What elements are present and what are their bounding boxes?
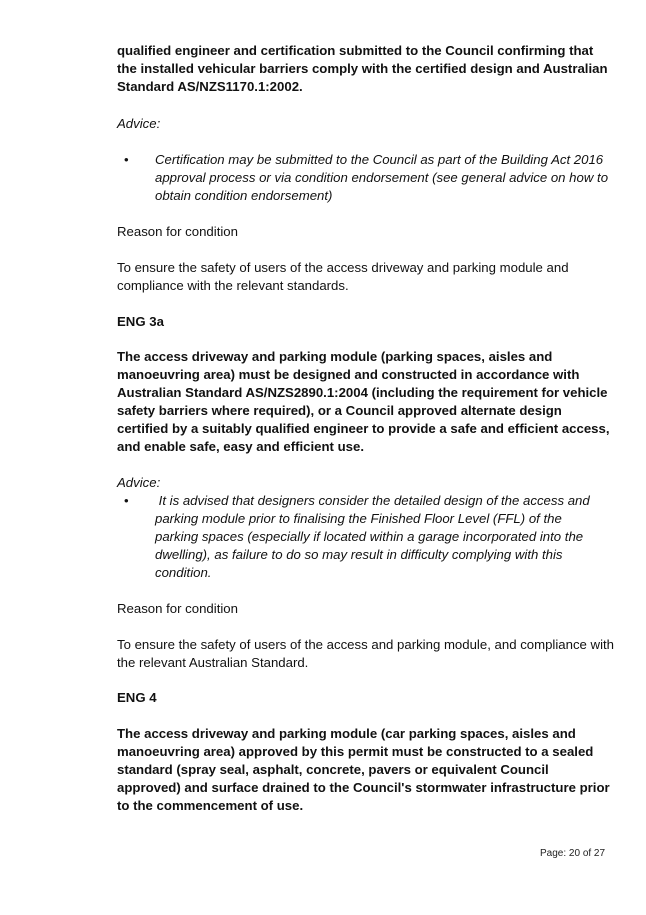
reason-text-line: compliance with the relevant standards. [117, 278, 349, 293]
advice-text-line: parking spaces (especially if located within a garage incorporated into the [155, 529, 584, 544]
condition-text-line: manoeuvring area) must be designed and constructed in accordance with [117, 367, 580, 382]
condition-text-line: safety barriers where required), or a Council approved alternate design [117, 403, 562, 418]
condition-heading: ENG 4 [117, 690, 157, 705]
condition-continuation-line: qualified engineer and certification submitted to the Council confirming that [117, 43, 594, 58]
page-number: Page: 20 of 27 [540, 848, 606, 859]
condition-text-line: Australian Standard AS/NZS2890.1:2004 (including the requirement for vehicle [117, 385, 608, 400]
bullet-marker: • [124, 493, 129, 508]
bullet-marker: • [124, 152, 129, 167]
condition-text-line: certified by a suitably qualified engineer to provide a safe and efficient access, [117, 421, 610, 436]
condition-text-line: The access driveway and parking module (parking spaces, aisles and [117, 349, 553, 364]
advice-text-line: parking module prior to finalising the Finished Floor Level (FFL) of the [155, 511, 562, 526]
reason-text-line: To ensure the safety of users of the access and parking module, and compliance with [117, 637, 615, 652]
condition-text-line: The access driveway and parking module (car parking spaces, aisles and [117, 726, 576, 741]
condition-continuation-line: the installed vehicular barriers comply with the certified design and Australian [117, 61, 608, 76]
reason-label: Reason for condition [117, 601, 238, 616]
condition-text-line: to the commencement of use. [117, 798, 304, 813]
condition-continuation-line: Standard AS/NZS1170.1:2002. [117, 79, 303, 94]
advice-label: Advice: [117, 116, 161, 131]
condition-text-line: manoeuvring area) approved by this permit must be constructed to a sealed [117, 744, 594, 759]
advice-text-line: It is advised that designers consider the detailed design of the access and [155, 493, 590, 508]
advice-text-line: Certification may be submitted to the Council as part of the Building Act 2016 [155, 152, 604, 167]
advice-label: Advice: [117, 475, 161, 490]
advice-text-line: dwelling), as failure to do so may result in difficulty complying with this [155, 547, 563, 562]
reason-text-line: the relevant Australian Standard. [117, 655, 309, 670]
condition-text-line: and enable safe, easy and efficient use. [117, 439, 364, 454]
reason-text-line: To ensure the safety of users of the access driveway and parking module and [117, 260, 569, 275]
advice-text-line: approval process or via condition endorsement (see general advice on how to [155, 170, 609, 185]
condition-text-line: standard (spray seal, asphalt, concrete, pavers or equivalent Council [117, 762, 549, 777]
advice-text-line: obtain condition endorsement) [155, 188, 333, 203]
condition-heading: ENG 3a [117, 314, 164, 329]
reason-label: Reason for condition [117, 224, 238, 239]
condition-text-line: approved) and surface drained to the Council's stormwater infrastructure prior [117, 780, 610, 795]
advice-text-line: condition. [155, 565, 212, 580]
